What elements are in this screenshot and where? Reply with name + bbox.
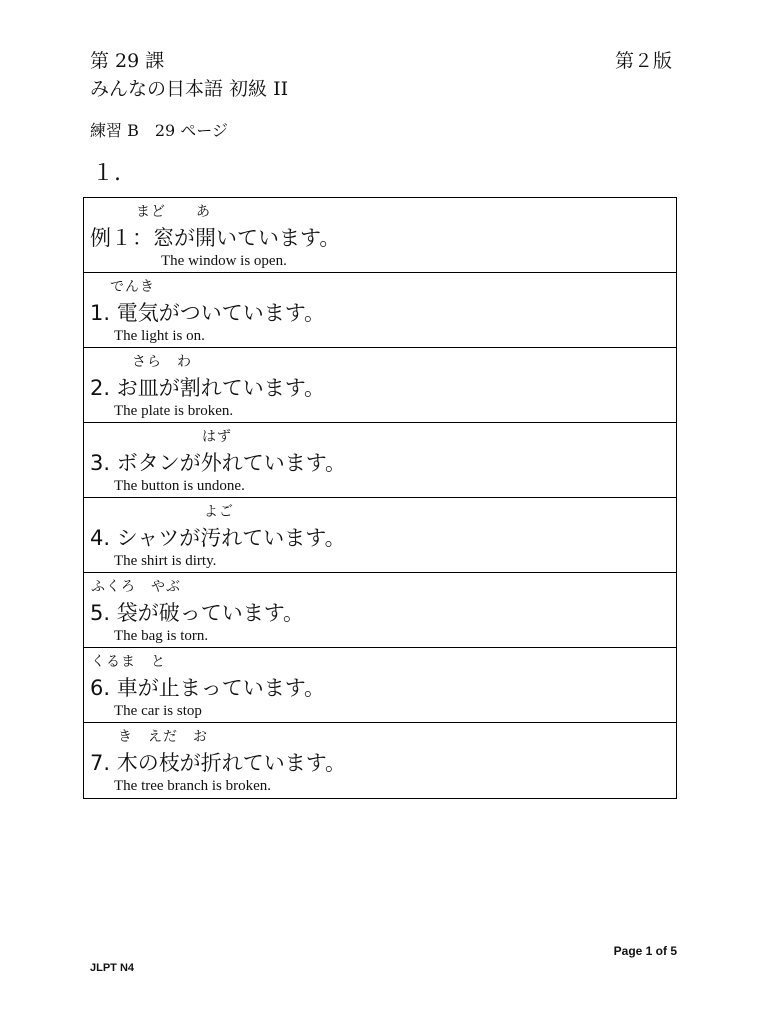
english-translation: The tree branch is broken. [114,778,272,794]
japanese-sentence: 5. 袋が破っています。 [90,601,305,625]
japanese-sentence: 例１：窓が開いています。 [90,226,341,250]
furigana: き えだ お [118,729,208,745]
english-translation: The window is open. [161,253,287,269]
furigana: くるま と [91,654,166,670]
english-translation: The light is on. [114,328,205,344]
japanese-sentence: 7. 木の枝が折れています。 [90,751,347,775]
table-row [84,723,676,798]
exercise-table [83,197,677,799]
english-translation: The shirt is dirty. [114,553,217,569]
japanese-sentence: 6. 車が止まっています。 [90,676,326,700]
exercise-reference: 練習 B 29 ページ [90,121,228,140]
table-row-example [84,198,676,273]
furigana: でんき [110,279,155,295]
table-row [84,648,676,723]
table-row [84,273,676,348]
english-translation: The bag is torn. [114,628,209,644]
furigana: ふくろ やぶ [91,579,181,595]
japanese-sentence: 4. シャツが汚れています。 [90,526,346,550]
furigana: はず [202,429,232,445]
furigana: よご [204,504,234,520]
lesson-number: 第 29 課 [90,50,165,72]
edition-label: 第２版 [614,50,672,72]
footer-level: JLPT N4 [90,962,135,974]
table-row [84,423,676,498]
japanese-sentence: 2. お皿が割れています。 [90,376,326,400]
book-title: みんなの日本語 初級 II [90,78,289,100]
japanese-sentence: 1. 電気がついています。 [90,301,326,325]
english-translation: The car is stop [114,703,202,719]
table-row [84,573,676,648]
table-row [84,498,676,573]
furigana: さら わ [132,354,192,370]
section-number: １. [92,161,121,186]
japanese-sentence: 3. ボタンが外れています。 [90,451,347,475]
page-number: Page 1 of 5 [613,944,677,958]
english-translation: The button is undone. [114,478,245,494]
english-translation: The plate is broken. [114,403,234,419]
furigana: まど あ [136,204,211,220]
table-row [84,348,676,423]
